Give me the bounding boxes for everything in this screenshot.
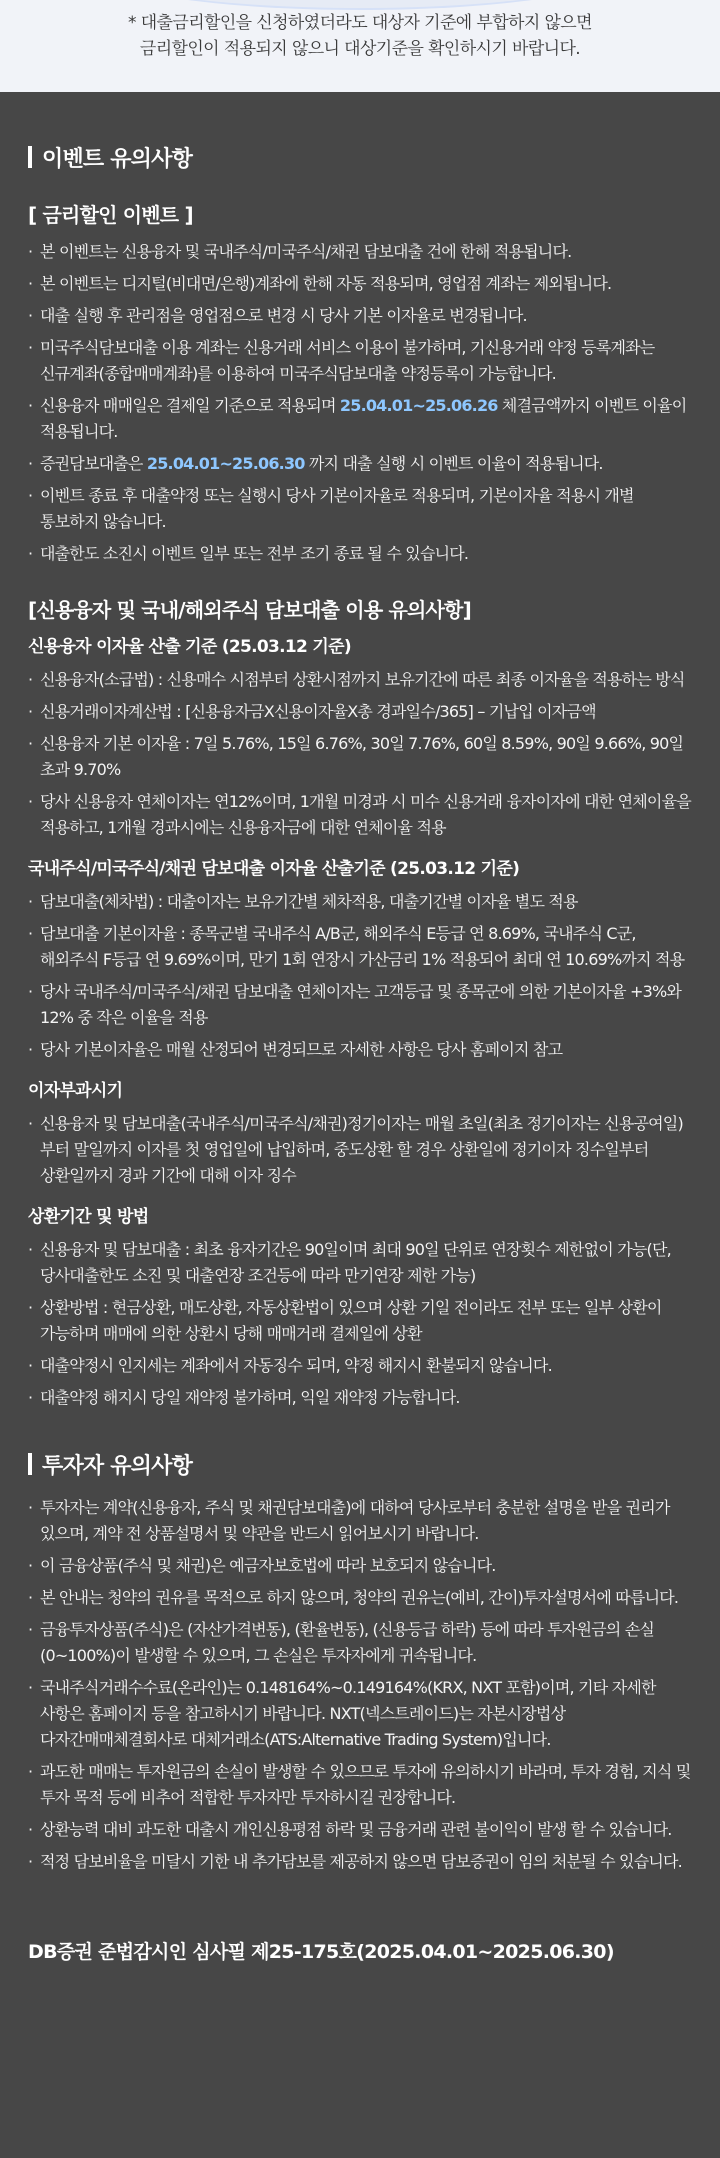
- list-item: · 본 안내는 청약의 권유를 목적으로 하지 않으며, 청약의 권유는(예비, 간이)투자설명서에 따릅니다.: [28, 1585, 692, 1611]
- list-item: · 상환능력 대비 과도한 대출시 개인신용평점 하락 및 금융거래 관련 불이익이 발생 할 수 있습니다.: [28, 1817, 692, 1843]
- list-item: · 담보대출(체차법) : 대출이자는 보유기간별 체차적용, 대출기간별 이자율 별도 적용: [28, 889, 692, 915]
- credit-loan-notice-title: [신용융자 및 국내/해외주식 담보대출 이용 유의사항]: [28, 598, 471, 622]
- list-item: · 적정 담보비율을 미달시 기한 내 추가담보를 제공하지 않으면 담보증권이 임의 처분될 수 있습니다.: [28, 1849, 692, 1875]
- investor-notice-title-text: 투자자 유의사항: [42, 1453, 193, 1479]
- group-heading: 상환기간 및 방법: [28, 1207, 149, 1227]
- event-notice-title-text: 이벤트 유의사항: [42, 146, 193, 172]
- group-list: [28, 889, 692, 1063]
- title-bar-icon: [28, 1453, 32, 1475]
- event-notice-title: [28, 142, 692, 172]
- list-item: · 신용융자 및 담보대출(국내주식/미국주식/채권)정기이자는 매월 초일(최초 정기이자는 신용공여일)부터 말일까지 이자를 첫 영업일에 납입하며, 중도상환 할 경우 상환일에 정기이자 징수일부터 상환일까지 경과 기간에 대해 이자 징수: [28, 1111, 692, 1189]
- compliance-review-number: DB증권 준법감시인 심사필 제25-175호(2025.04.01~2025.06.30): [28, 1941, 614, 1963]
- list-item: · 대출약정시 인지세는 계좌에서 자동징수 되며, 약정 해지시 환불되지 않습니다.: [28, 1353, 692, 1379]
- list-item: · 당사 기본이자율은 매월 산정되어 변경되므로 자세한 사항은 당사 홈페이지 참고: [28, 1037, 692, 1063]
- list-item: · 이 금융상품(주식 및 채권)은 예금자보호법에 따라 보호되지 않습니다.: [28, 1553, 692, 1579]
- credit-loan-notice-groups: [28, 633, 692, 1411]
- title-bar-icon: [28, 146, 32, 168]
- list-item: · 대출 실행 후 관리점을 영업점으로 변경 시 당사 기본 이자율로 변경됩니다.: [28, 303, 692, 329]
- investor-notice-list: [28, 1495, 692, 1875]
- highlighted-period: 25.04.01~25.06.30: [146, 454, 305, 473]
- item-text: 체결금액까지 이벤트 이율이 적용됩니다.: [40, 396, 687, 441]
- rate-discount-note: [0, 10, 720, 62]
- item-text: 까지 대출 실행 시 이벤트 이율이 적용됩니다.: [304, 454, 603, 473]
- event-notice-list: [28, 239, 692, 567]
- item-text: 증권담보대출은: [40, 454, 147, 473]
- list-item: · 신용거래이자계산법 : [신용융자금X신용이자율X총 경과일수/365] – 기납입 이자금액: [28, 699, 692, 725]
- list-item: · 대출약정 해지시 당일 재약정 불가하며, 익일 재약정 가능합니다.: [28, 1385, 692, 1411]
- list-item: · 금융투자상품(주식)은 (자산가격변동), (환율변동), (신용등급 하락) 등에 따라 투자원금의 손실(0~100%)이 발생할 수 있으며, 그 손실은 투자자에게 귀속됩니다.: [28, 1617, 692, 1669]
- note-line-1: * 대출금리할인을 신청하였더라도 대상자 기준에 부합하지 않으면: [128, 13, 592, 33]
- group-list: [28, 1111, 692, 1189]
- list-item: · 미국주식담보대출 이용 계좌는 신용거래 서비스 이용이 불가하며, 기신용거래 약정 등록계좌는 신규계좌(종합매매계좌)를 이용하여 미국주식담보대출 약정등록이 가능합니다.: [28, 335, 692, 387]
- group-list: [28, 667, 692, 841]
- list-item: · 투자자는 계약(신용융자, 주식 및 채권담보대출)에 대하여 당사로부터 충분한 설명을 받을 권리가 있으며, 계약 전 상품설명서 및 약관을 반드시 읽어보시기 바랍니다.: [28, 1495, 692, 1547]
- rate-discount-event-title: [ 금리할인 이벤트 ]: [28, 203, 193, 227]
- list-item: · 신용융자 및 담보대출 : 최초 융자기간은 90일이며 최대 90일 단위로 연장횟수 제한없이 가능(단, 당사대출한도 소진 및 대출연장 조건등에 따라 만기연장 제한 가능): [28, 1237, 692, 1289]
- highlighted-period: 25.04.01~25.06.26: [339, 396, 498, 415]
- group-heading: 이자부과시기: [28, 1081, 123, 1101]
- list-item: · 본 이벤트는 신용융자 및 국내주식/미국주식/채권 담보대출 건에 한해 적용됩니다.: [28, 239, 692, 265]
- group-heading: 신용융자 이자율 산출 기준 (25.03.12 기준): [28, 637, 351, 657]
- rate-discount-notice-box: [0, 0, 720, 92]
- decorative-arc: [100, 0, 620, 10]
- list-item: · 담보대출 기본이자율 : 종목군별 국내주식 A/B군, 해외주식 E등급 연 8.69%, 국내주식 C군, 해외주식 F등급 연 9.69%이며, 만기 1회 연장시 가산금리 1% 적용되어 최대 연 10.69%까지 적용: [28, 921, 692, 973]
- item-text: 신용융자 매매일은 결제일 기준으로 적용되며: [40, 396, 340, 415]
- list-item: · 신용융자(소급법) : 신용매수 시점부터 상환시점까지 보유기간에 따른 최종 이자율을 적용하는 방식: [28, 667, 692, 693]
- list-item: · 본 이벤트는 디지털(비대면/은행)계좌에 한해 자동 적용되며, 영업점 계좌는 제외됩니다.: [28, 271, 692, 297]
- group-heading: 국내주식/미국주식/채권 담보대출 이자율 산출기준 (25.03.12 기준): [28, 859, 520, 879]
- list-item: · 상환방법 : 현금상환, 매도상환, 자동상환법이 있으며 상환 기일 전이라도 전부 또는 일부 상환이 가능하며 매매에 의한 상환시 당해 매매거래 결제일에 상환: [28, 1295, 692, 1347]
- list-item: · 신용융자 기본 이자율 : 7일 5.76%, 15일 6.76%, 30일 7.76%, 60일 8.59%, 90일 9.66%, 90일 초과 9.70%: [28, 731, 692, 783]
- list-item: · 당사 신용융자 연체이자는 연12%이며, 1개월 미경과 시 미수 신용거래 융자이자에 대한 연체이율을 적용하고, 1개월 경과시에는 신용융자금에 대한 연체이율 적용: [28, 789, 692, 841]
- list-item: · 당사 국내주식/미국주식/채권 담보대출 연체이자는 고객등급 및 종목군에 의한 기본이자율 +3%와 12% 중 작은 이율을 적용: [28, 979, 692, 1031]
- list-item: · 국내주식거래수수료(온라인)는 0.148164%~0.149164%(KRX, NXT 포함)이며, 기타 자세한 사항은 홈페이지 등을 참고하시기 바랍니다. NXT(넥스트레이드)는 자본시장법상 다자간매매체결회사로 대체거래소(ATS:Alternative Trading System)입니다.: [28, 1675, 692, 1753]
- list-item: [28, 451, 692, 477]
- list-item: · 이벤트 종료 후 대출약정 또는 실행시 당사 기본이자율로 적용되며, 기본이자율 적용시 개별 통보하지 않습니다.: [28, 483, 692, 535]
- note-line-2: 금리할인이 적용되지 않으니 대상기준을 확인하시기 바랍니다.: [139, 39, 581, 59]
- list-item: · 대출한도 소진시 이벤트 일부 또는 전부 조기 종료 될 수 있습니다.: [28, 541, 692, 567]
- list-item: · 과도한 매매는 투자원금의 손실이 발생할 수 있으므로 투자에 유의하시기 바라며, 투자 경험, 지식 및 투자 목적 등에 비추어 적합한 투자자만 투자하시길 권장합니다.: [28, 1759, 692, 1811]
- notice-content: [0, 92, 720, 1967]
- group-list: [28, 1237, 692, 1411]
- list-item: [28, 393, 692, 445]
- investor-notice-title: [28, 1449, 692, 1479]
